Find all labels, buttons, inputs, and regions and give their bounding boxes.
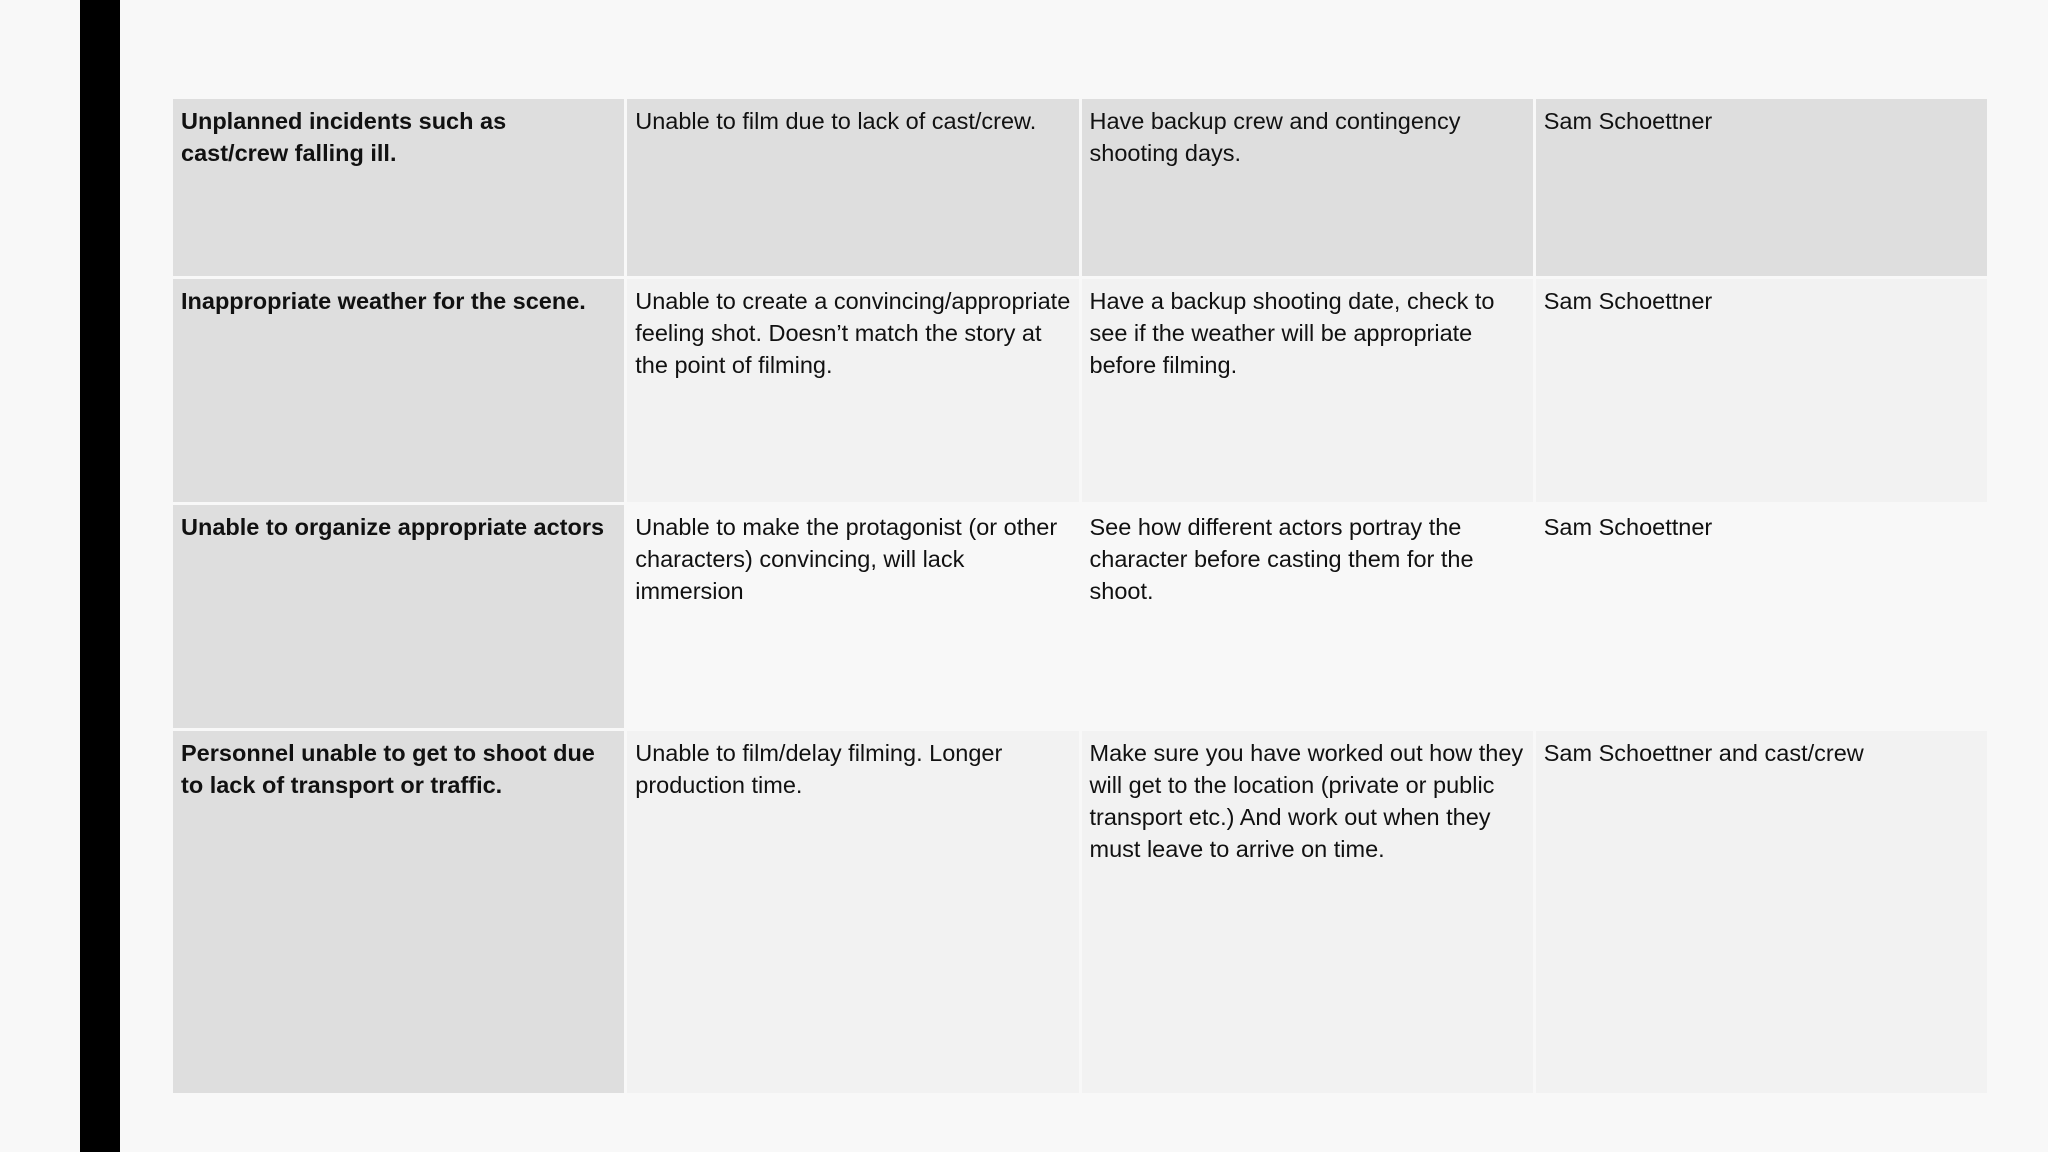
impact-cell: Unable to film due to lack of cast/crew. [627,99,1078,276]
table-row [173,279,1987,502]
table-row [173,99,1987,276]
mitigation-cell: See how different actors portray the character before casting them for the shoot. [1082,505,1533,728]
risk-cell: Unable to organize appropriate actors [173,505,624,728]
table-row [173,731,1987,1093]
responsible-cell: Sam Schoettner and cast/crew [1536,731,1987,1093]
mitigation-cell: Have a backup shooting date, check to see if the weather will be appropriate before filming. [1082,279,1533,502]
impact-cell: Unable to make the protagonist (or other characters) convincing, will lack immersion [627,505,1078,728]
risk-cell: Unplanned incidents such as cast/crew falling ill. [173,99,624,276]
mitigation-cell: Make sure you have worked out how they will get to the location (private or public transport etc.) And work out when they must leave to arrive on time. [1082,731,1533,1093]
responsible-cell: Sam Schoettner [1536,279,1987,502]
responsible-cell: Sam Schoettner [1536,99,1987,276]
responsible-cell: Sam Schoettner [1536,505,1987,728]
risk-cell: Inappropriate weather for the scene. [173,279,624,502]
table-row [173,505,1987,728]
slide-left-accent-bar [80,0,120,1152]
risk-assessment-table [170,96,1990,1096]
impact-cell: Unable to create a convincing/appropriate feeling shot. Doesn’t match the story at the point of filming. [627,279,1078,502]
mitigation-cell: Have backup crew and contingency shooting days. [1082,99,1533,276]
risk-cell: Personnel unable to get to shoot due to lack of transport or traffic. [173,731,624,1093]
impact-cell: Unable to film/delay filming. Longer production time. [627,731,1078,1093]
